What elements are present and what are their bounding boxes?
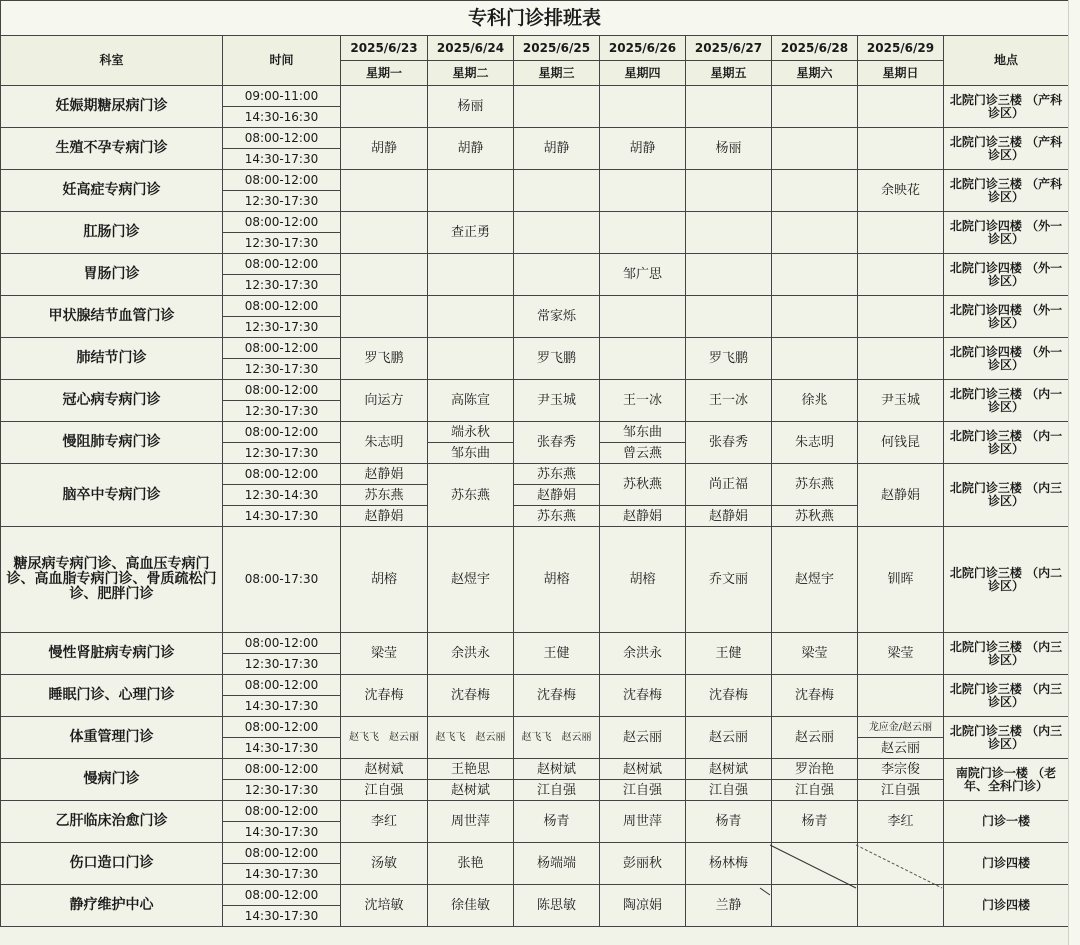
location-cell: 北院门诊三楼 （产科诊区） <box>944 170 1069 212</box>
doctor-cell: 沈春梅 <box>341 675 428 717</box>
doctor-cell: 曾云燕 <box>600 443 686 464</box>
time-slot: 08:00-12:00 <box>223 843 341 864</box>
doctor-cell <box>600 338 686 380</box>
doctor-cell: 梁莹 <box>772 633 858 675</box>
doctor-cell <box>772 843 858 885</box>
time-slot: 08:00-12:00 <box>223 128 341 149</box>
dept-name: 慢性肾脏病专病门诊 <box>1 633 223 675</box>
doctor-cell <box>772 296 858 338</box>
doctor-cell <box>858 212 944 254</box>
doctor-cell: 罗飞鹏 <box>514 338 600 380</box>
doctor-cell: 沈春梅 <box>514 675 600 717</box>
table-row <box>1 633 1069 654</box>
doctor-cell <box>686 296 772 338</box>
table-row <box>1 86 1069 107</box>
doctor-cell: 王一冰 <box>686 380 772 422</box>
doctor-cell: 邹东曲 <box>600 422 686 443</box>
time-slot: 12:30-17:30 <box>223 780 341 801</box>
doctor-cell: 杨端端 <box>514 843 600 885</box>
date-header: 2025/6/28 <box>772 36 858 61</box>
time-slot: 08:00-12:00 <box>223 296 341 317</box>
doctor-cell: 赵树斌 <box>514 759 600 780</box>
doctor-cell: 赵煜宇 <box>772 527 858 633</box>
date-header: 2025/6/29 <box>858 36 944 61</box>
doctor-cell: 苏东燕 <box>514 506 600 527</box>
doctor-cell: 胡榕 <box>341 527 428 633</box>
weekday-header: 星期四 <box>600 61 686 86</box>
date-header: 2025/6/26 <box>600 36 686 61</box>
doctor-cell: 赵云丽 <box>858 738 944 759</box>
time-slot: 08:00-12:00 <box>223 717 341 738</box>
doctor-cell: 徐佳敏 <box>428 885 514 927</box>
doctor-cell: 梁莹 <box>341 633 428 675</box>
doctor-cell <box>341 86 428 128</box>
time-slot: 08:00-12:00 <box>223 212 341 233</box>
location-cell: 北院门诊四楼 （外一诊区） <box>944 212 1069 254</box>
doctor-cell: 李红 <box>341 801 428 843</box>
doctor-cell: 赵树斌 <box>600 759 686 780</box>
table-row <box>1 296 1069 317</box>
dept-name: 肛肠门诊 <box>1 212 223 254</box>
table-row <box>1 380 1069 401</box>
doctor-cell: 胡静 <box>428 128 514 170</box>
table-row <box>1 212 1069 233</box>
doctor-cell: 查正勇 <box>428 212 514 254</box>
time-slot: 12:30-17:30 <box>223 443 341 464</box>
doctor-cell: 罗飞鹏 <box>341 338 428 380</box>
doctor-cell: 赵云丽 <box>772 717 858 759</box>
doctor-cell: 赵云丽 <box>600 717 686 759</box>
weekday-header: 星期六 <box>772 61 858 86</box>
doctor-cell: 兰静 <box>686 885 772 927</box>
date-header: 2025/6/24 <box>428 36 514 61</box>
doctor-cell: 赵树斌 <box>428 780 514 801</box>
time-slot: 14:30-16:30 <box>223 107 341 128</box>
doctor-cell <box>858 843 944 885</box>
doctor-cell: 江自强 <box>600 780 686 801</box>
location-header: 地点 <box>944 36 1069 86</box>
doctor-cell: 赵静娟 <box>341 464 428 485</box>
table-row <box>1 128 1069 149</box>
location-cell: 北院门诊三楼 （产科诊区） <box>944 86 1069 128</box>
doctor-cell: 赵静娟 <box>858 464 944 527</box>
doctor-cell <box>686 170 772 212</box>
dept-header: 科室 <box>1 36 223 86</box>
time-slot: 08:00-12:00 <box>223 464 341 485</box>
doctor-cell <box>772 170 858 212</box>
doctor-cell: 张春秀 <box>686 422 772 464</box>
doctor-cell: 朱志明 <box>341 422 428 464</box>
doctor-cell: 端永秋 <box>428 422 514 443</box>
doctor-cell: 张艳 <box>428 843 514 885</box>
doctor-cell: 余映花 <box>858 170 944 212</box>
doctor-cell <box>428 338 514 380</box>
time-slot: 08:00-12:00 <box>223 380 341 401</box>
date-header: 2025/6/25 <box>514 36 600 61</box>
doctor-cell <box>341 296 428 338</box>
time-slot: 08:00-12:00 <box>223 801 341 822</box>
time-slot: 14:30-17:30 <box>223 738 341 759</box>
doctor-cell: 李宗俊 <box>858 759 944 780</box>
doctor-cell: 罗飞鹏 <box>686 338 772 380</box>
doctor-cell <box>428 170 514 212</box>
table-row <box>1 675 1069 696</box>
doctor-cell: 朱志明 <box>772 422 858 464</box>
table-row <box>1 759 1069 780</box>
date-header: 2025/6/27 <box>686 36 772 61</box>
doctor-cell: 胡静 <box>341 128 428 170</box>
doctor-cell: 龙应金/赵云丽 <box>858 717 944 738</box>
time-slot: 14:30-17:30 <box>223 864 341 885</box>
location-cell: 北院门诊三楼 （内二诊区） <box>944 527 1069 633</box>
time-slot: 14:30-17:30 <box>223 149 341 170</box>
sheet-edge <box>1068 0 1080 945</box>
weekday-header: 星期一 <box>341 61 428 86</box>
location-cell: 北院门诊三楼 （内三诊区） <box>944 675 1069 717</box>
location-cell: 北院门诊三楼 （内三诊区） <box>944 464 1069 527</box>
doctor-cell <box>858 86 944 128</box>
doctor-cell: 王健 <box>514 633 600 675</box>
doctor-cell: 沈春梅 <box>600 675 686 717</box>
doctor-cell: 尹玉城 <box>514 380 600 422</box>
time-slot: 08:00-12:00 <box>223 170 341 191</box>
weekday-header: 星期二 <box>428 61 514 86</box>
table-row <box>1 717 1069 738</box>
doctor-cell <box>772 128 858 170</box>
doctor-cell: 赵静娟 <box>686 506 772 527</box>
doctor-cell: 沈春梅 <box>686 675 772 717</box>
doctor-cell: 赵静娟 <box>600 506 686 527</box>
time-slot: 08:00-12:00 <box>223 885 341 906</box>
time-slot: 12:30-17:30 <box>223 233 341 254</box>
doctor-cell: 周世萍 <box>600 801 686 843</box>
time-slot: 12:30-17:30 <box>223 654 341 675</box>
table-row <box>1 843 1069 864</box>
doctor-cell: 赵静娟 <box>341 506 428 527</box>
location-cell: 北院门诊三楼 （内一诊区） <box>944 380 1069 422</box>
doctor-cell: 邹东曲 <box>428 443 514 464</box>
doctor-cell: 乔文丽 <box>686 527 772 633</box>
doctor-cell <box>858 254 944 296</box>
location-cell: 北院门诊三楼 （内三诊区） <box>944 717 1069 759</box>
doctor-cell <box>514 170 600 212</box>
doctor-cell: 赵飞飞 赵云丽 <box>514 717 600 759</box>
time-slot: 12:30-17:30 <box>223 317 341 338</box>
doctor-cell <box>772 254 858 296</box>
dept-name: 生殖不孕专病门诊 <box>1 128 223 170</box>
doctor-cell <box>600 212 686 254</box>
doctor-cell: 赵飞飞 赵云丽 <box>428 717 514 759</box>
weekday-header: 星期五 <box>686 61 772 86</box>
doctor-cell <box>858 128 944 170</box>
doctor-cell <box>428 296 514 338</box>
time-slot: 12:30-14:30 <box>223 485 341 506</box>
doctor-cell: 何钱昆 <box>858 422 944 464</box>
doctor-cell: 胡静 <box>514 128 600 170</box>
doctor-cell: 钏晖 <box>858 527 944 633</box>
doctor-cell <box>772 212 858 254</box>
time-slot: 08:00-12:00 <box>223 338 341 359</box>
location-cell: 北院门诊三楼 （内三诊区） <box>944 633 1069 675</box>
time-slot: 08:00-12:00 <box>223 254 341 275</box>
doctor-cell: 梁莹 <box>858 633 944 675</box>
location-cell: 门诊四楼 <box>944 843 1069 885</box>
doctor-cell: 胡静 <box>600 128 686 170</box>
doctor-cell: 沈春梅 <box>772 675 858 717</box>
time-slot: 08:00-17:30 <box>223 527 341 633</box>
dept-name: 静疗维护中心 <box>1 885 223 927</box>
doctor-cell <box>600 170 686 212</box>
dept-name: 慢阻肺专病门诊 <box>1 422 223 464</box>
dept-name: 肺结节门诊 <box>1 338 223 380</box>
doctor-cell: 苏东燕 <box>428 464 514 527</box>
doctor-cell: 苏秋燕 <box>772 506 858 527</box>
doctor-cell <box>772 885 858 927</box>
doctor-cell <box>686 86 772 128</box>
time-slot: 14:30-17:30 <box>223 822 341 843</box>
doctor-cell: 汤敏 <box>341 843 428 885</box>
doctor-cell: 苏东燕 <box>341 485 428 506</box>
doctor-cell: 苏秋燕 <box>600 464 686 506</box>
time-slot: 14:30-17:30 <box>223 696 341 717</box>
doctor-cell: 苏东燕 <box>772 464 858 506</box>
doctor-cell <box>341 212 428 254</box>
doctor-cell: 杨青 <box>514 801 600 843</box>
dept-name: 甲状腺结节血管门诊 <box>1 296 223 338</box>
doctor-cell: 杨丽 <box>428 86 514 128</box>
time-slot: 08:00-12:00 <box>223 675 341 696</box>
doctor-cell <box>514 86 600 128</box>
doctor-cell: 沈春梅 <box>428 675 514 717</box>
doctor-cell: 江自强 <box>514 780 600 801</box>
time-slot: 08:00-12:00 <box>223 422 341 443</box>
time-slot: 08:00-12:00 <box>223 759 341 780</box>
doctor-cell: 江自强 <box>341 780 428 801</box>
dept-name: 糖尿病专病门诊、高血压专病门诊、高血脂专病门诊、骨质疏松门诊、肥胖门诊 <box>1 527 223 633</box>
doctor-cell: 余洪永 <box>600 633 686 675</box>
doctor-cell: 邹广思 <box>600 254 686 296</box>
weekday-header: 星期三 <box>514 61 600 86</box>
dept-name: 乙肝临床治愈门诊 <box>1 801 223 843</box>
location-cell: 北院门诊四楼 （外一诊区） <box>944 296 1069 338</box>
dept-name: 伤口造口门诊 <box>1 843 223 885</box>
table-row <box>1 464 1069 485</box>
doctor-cell: 周世萍 <box>428 801 514 843</box>
doctor-cell: 江自强 <box>858 780 944 801</box>
doctor-cell: 王艳思 <box>428 759 514 780</box>
doctor-cell <box>772 86 858 128</box>
location-cell: 北院门诊三楼 （内一诊区） <box>944 422 1069 464</box>
location-cell: 门诊一楼 <box>944 801 1069 843</box>
doctor-cell: 赵静娟 <box>514 485 600 506</box>
table-row <box>1 254 1069 275</box>
doctor-cell <box>686 212 772 254</box>
doctor-cell: 陶凉娟 <box>600 885 686 927</box>
doctor-cell: 罗治艳 <box>772 759 858 780</box>
dept-name: 慢病门诊 <box>1 759 223 801</box>
doctor-cell: 杨青 <box>686 801 772 843</box>
time-slot: 08:00-12:00 <box>223 633 341 654</box>
doctor-cell: 赵云丽 <box>686 717 772 759</box>
doctor-cell <box>858 338 944 380</box>
table-row <box>1 422 1069 443</box>
time-slot: 14:30-17:30 <box>223 506 341 527</box>
dept-name: 妊娠期糖尿病门诊 <box>1 86 223 128</box>
doctor-cell <box>428 254 514 296</box>
location-cell: 北院门诊四楼 （外一诊区） <box>944 254 1069 296</box>
doctor-cell: 赵树斌 <box>341 759 428 780</box>
date-header: 2025/6/23 <box>341 36 428 61</box>
doctor-cell: 李红 <box>858 801 944 843</box>
location-cell: 南院门诊一楼 （老年、全科门诊） <box>944 759 1069 801</box>
dept-name: 脑卒中专病门诊 <box>1 464 223 527</box>
table-row <box>1 338 1069 359</box>
doctor-cell: 杨林梅 <box>686 843 772 885</box>
time-slot: 09:00-11:00 <box>223 86 341 107</box>
doctor-cell <box>341 170 428 212</box>
time-slot: 12:30-17:30 <box>223 275 341 296</box>
doctor-cell <box>858 675 944 717</box>
doctor-cell: 苏东燕 <box>514 464 600 485</box>
doctor-cell: 杨青 <box>772 801 858 843</box>
doctor-cell <box>772 338 858 380</box>
dept-name: 胃肠门诊 <box>1 254 223 296</box>
table-row <box>1 527 1069 633</box>
page-title: 专科门诊排班表 <box>1 1 1069 36</box>
doctor-cell: 彭丽秋 <box>600 843 686 885</box>
doctor-cell <box>686 254 772 296</box>
doctor-cell: 余洪永 <box>428 633 514 675</box>
time-header: 时间 <box>223 36 341 86</box>
doctor-cell: 尚正福 <box>686 464 772 506</box>
location-cell: 门诊四楼 <box>944 885 1069 927</box>
table-row <box>1 885 1069 906</box>
doctor-cell <box>858 885 944 927</box>
doctor-cell <box>600 296 686 338</box>
table-row <box>1 801 1069 822</box>
time-slot: 12:30-17:30 <box>223 359 341 380</box>
doctor-cell: 沈培敏 <box>341 885 428 927</box>
dept-name: 冠心病专病门诊 <box>1 380 223 422</box>
time-slot: 12:30-17:30 <box>223 401 341 422</box>
doctor-cell: 徐兆 <box>772 380 858 422</box>
doctor-cell: 尹玉城 <box>858 380 944 422</box>
doctor-cell: 赵飞飞 赵云丽 <box>341 717 428 759</box>
doctor-cell: 向运方 <box>341 380 428 422</box>
doctor-cell <box>858 296 944 338</box>
doctor-cell: 高陈宣 <box>428 380 514 422</box>
doctor-cell: 赵煜宇 <box>428 527 514 633</box>
doctor-cell: 陈思敏 <box>514 885 600 927</box>
time-slot: 12:30-17:30 <box>223 191 341 212</box>
doctor-cell: 江自强 <box>686 780 772 801</box>
doctor-cell: 胡榕 <box>514 527 600 633</box>
table-row <box>1 170 1069 191</box>
time-slot: 14:30-17:30 <box>223 906 341 927</box>
doctor-cell: 王健 <box>686 633 772 675</box>
doctor-cell <box>600 86 686 128</box>
doctor-cell: 张春秀 <box>514 422 600 464</box>
location-cell: 北院门诊三楼 （产科诊区） <box>944 128 1069 170</box>
doctor-cell: 常家烁 <box>514 296 600 338</box>
doctor-cell <box>514 212 600 254</box>
doctor-cell <box>514 254 600 296</box>
weekday-header: 星期日 <box>858 61 944 86</box>
dept-name: 睡眠门诊、心理门诊 <box>1 675 223 717</box>
doctor-cell <box>341 254 428 296</box>
doctor-cell: 杨丽 <box>686 128 772 170</box>
doctor-cell: 赵树斌 <box>686 759 772 780</box>
location-cell: 北院门诊四楼 （外一诊区） <box>944 338 1069 380</box>
dept-name: 妊高症专病门诊 <box>1 170 223 212</box>
doctor-cell: 江自强 <box>772 780 858 801</box>
doctor-cell: 王一冰 <box>600 380 686 422</box>
doctor-cell: 胡榕 <box>600 527 686 633</box>
dept-name: 体重管理门诊 <box>1 717 223 759</box>
